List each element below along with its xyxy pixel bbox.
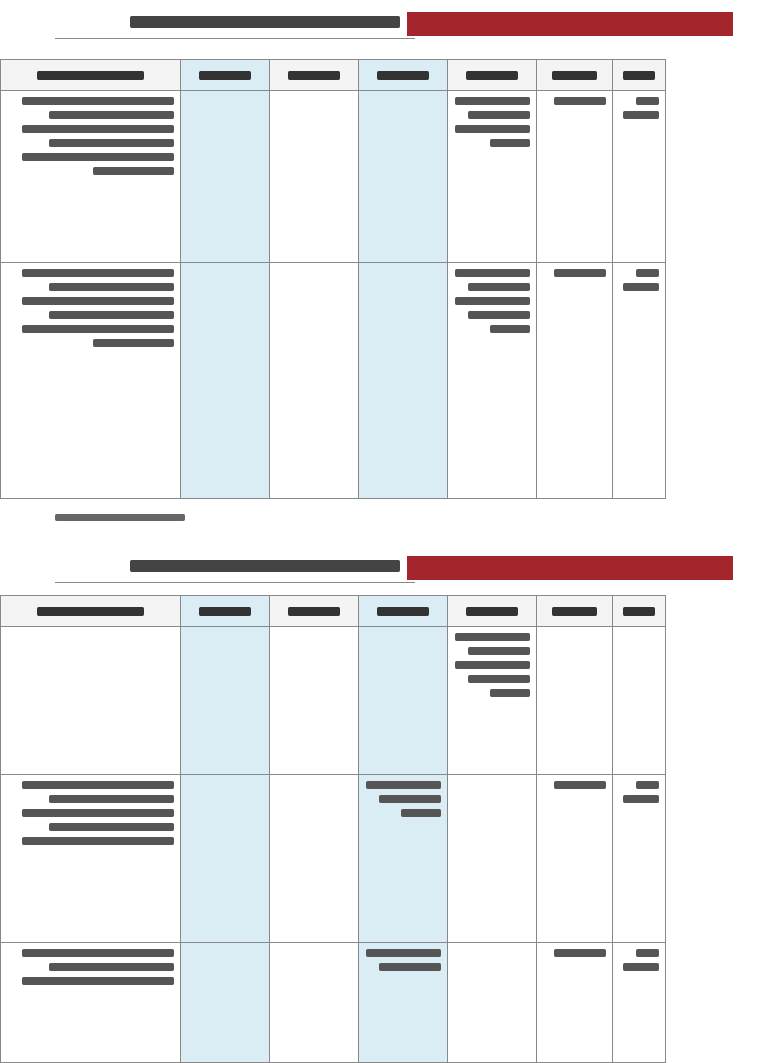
table-cell bbox=[613, 91, 666, 263]
table-row bbox=[1, 775, 666, 943]
page-header bbox=[55, 12, 733, 36]
table-cell bbox=[537, 775, 613, 943]
header-rule bbox=[55, 582, 415, 583]
table-cell bbox=[537, 263, 613, 499]
table-cell bbox=[181, 263, 270, 499]
table-row bbox=[1, 943, 666, 1063]
header-banner bbox=[407, 556, 733, 580]
table-cell bbox=[448, 263, 537, 499]
table-cell bbox=[448, 91, 537, 263]
table-cell bbox=[1, 943, 181, 1063]
table-cell bbox=[613, 775, 666, 943]
column-header bbox=[270, 596, 359, 627]
table-cell bbox=[448, 627, 537, 775]
column-header bbox=[537, 596, 613, 627]
schedule-table bbox=[0, 595, 666, 1063]
table-cell bbox=[359, 627, 448, 775]
table-cell bbox=[613, 263, 666, 499]
table-cell bbox=[270, 943, 359, 1063]
column-header bbox=[448, 596, 537, 627]
column-header bbox=[181, 596, 270, 627]
table-cell bbox=[181, 775, 270, 943]
table-cell bbox=[181, 943, 270, 1063]
table-row bbox=[1, 91, 666, 263]
table-cell bbox=[270, 263, 359, 499]
column-header bbox=[359, 596, 448, 627]
page-title bbox=[130, 560, 400, 578]
column-header bbox=[613, 60, 666, 91]
table-cell bbox=[1, 627, 181, 775]
header-row bbox=[1, 596, 666, 627]
table-cell bbox=[270, 627, 359, 775]
table-cell bbox=[270, 775, 359, 943]
table-cell bbox=[359, 263, 448, 499]
table-cell bbox=[359, 943, 448, 1063]
table-cell bbox=[1, 775, 181, 943]
table-cell bbox=[537, 943, 613, 1063]
column-header bbox=[613, 596, 666, 627]
table-cell bbox=[181, 91, 270, 263]
table-cell bbox=[270, 91, 359, 263]
table-cell bbox=[448, 943, 537, 1063]
table-cell bbox=[613, 627, 666, 775]
table-row bbox=[1, 263, 666, 499]
page-header bbox=[55, 556, 733, 580]
header-row bbox=[1, 60, 666, 91]
column-header bbox=[181, 60, 270, 91]
column-header bbox=[359, 60, 448, 91]
column-header bbox=[448, 60, 537, 91]
schedule-table bbox=[0, 59, 666, 499]
column-header bbox=[1, 60, 181, 91]
table-cell bbox=[613, 943, 666, 1063]
header-rule bbox=[55, 38, 415, 39]
table-cell bbox=[448, 775, 537, 943]
footer-line bbox=[55, 514, 185, 521]
table-row bbox=[1, 627, 666, 775]
table-cell bbox=[537, 91, 613, 263]
column-header bbox=[270, 60, 359, 91]
table-cell bbox=[359, 775, 448, 943]
table-cell bbox=[359, 91, 448, 263]
header-banner bbox=[407, 12, 733, 36]
table-cell bbox=[1, 263, 181, 499]
column-header bbox=[1, 596, 181, 627]
table-cell bbox=[537, 627, 613, 775]
table-cell bbox=[1, 91, 181, 263]
page-title bbox=[130, 16, 400, 34]
column-header bbox=[537, 60, 613, 91]
table-cell bbox=[181, 627, 270, 775]
